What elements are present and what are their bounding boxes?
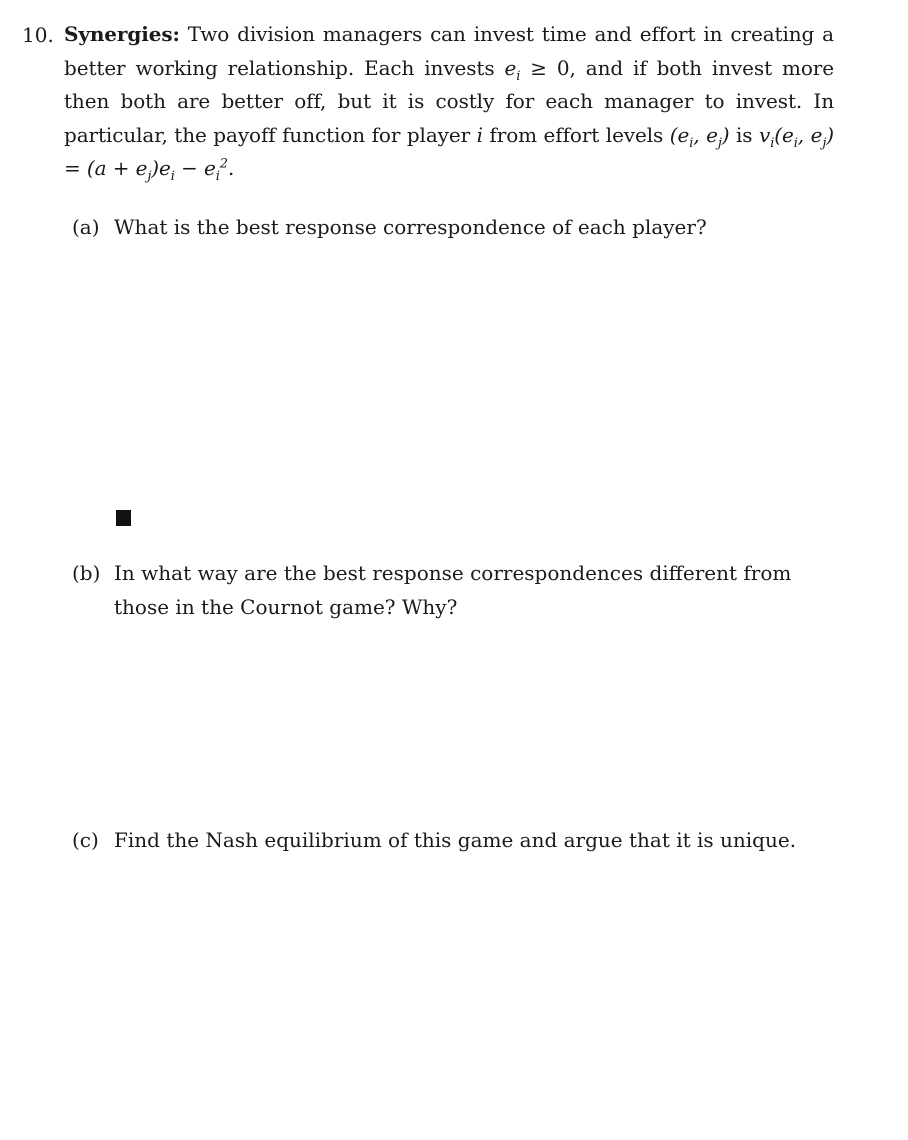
- part-a: [72, 210, 842, 244]
- part-c: [72, 823, 842, 857]
- part-b-question: In what way are the best response correspondences different from those in the Cournot game? Why?: [114, 561, 792, 619]
- math-effort-variable: $e_i$: [504, 55, 521, 84]
- part-a-label: (a): [72, 215, 100, 239]
- problem-number: 10.: [22, 23, 54, 47]
- part-b: [72, 556, 842, 624]
- problem-text-1: Two division managers can invest time and effort in creating a better working relationship. Each invests: [64, 22, 834, 80]
- math-effort-pair: ($e_i$, $e_j$): [669, 122, 730, 151]
- problem-title: Synergies:: [64, 22, 180, 46]
- part-b-label: (b): [72, 561, 101, 585]
- part-c-label: (c): [72, 828, 99, 852]
- problem-text-4: is: [729, 122, 760, 147]
- problem-text-3: from effort levels: [482, 122, 670, 147]
- math-nonneg: ≥ 0: [520, 55, 570, 80]
- part-a-question: What is the best response correspondence of each player?: [114, 215, 707, 239]
- problem-text-2: , and if both invest more then both are better off, but it is costly for each manager to invest. In particular, the payoff function for player: [64, 55, 834, 147]
- math-payoff-function: $v_i(e_i$, $e_j) = (a + e_j)e_i - e_i^2$.: [64, 122, 834, 184]
- problem-statement: [64, 18, 834, 186]
- black-square-marker: [116, 510, 131, 526]
- part-c-question: Find the Nash equilibrium of this game and argue that it is unique.: [114, 828, 797, 852]
- math-player-i: i: [476, 122, 483, 147]
